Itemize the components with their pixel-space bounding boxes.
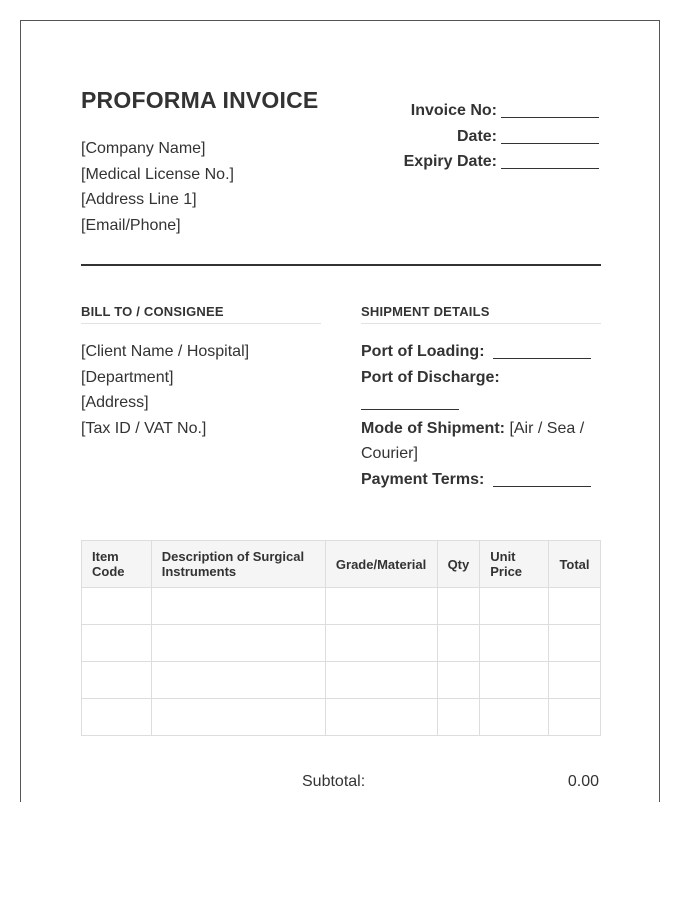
table-cell[interactable] [82,699,152,736]
table-cell[interactable] [548,662,600,699]
table-row [82,662,601,699]
table-cell[interactable] [325,662,437,699]
company-address: [Address Line 1] [81,191,197,208]
subtotal-value: 0.00 [567,773,599,790]
client-name: [Client Name / Hospital] [81,343,250,360]
date-row [404,124,599,150]
port-loading-label: Port of Loading: [361,343,485,360]
table-cell[interactable] [548,625,600,662]
table-cell[interactable] [437,625,480,662]
date-field[interactable] [501,127,599,144]
page-title: PROFORMA INVOICE [81,87,319,113]
company-license: [Medical License No.] [81,165,234,183]
table-cell[interactable] [151,588,325,625]
table-cell[interactable] [151,662,325,699]
table-cell[interactable] [82,662,152,699]
table-header-row [82,541,601,588]
col-unit-price: Unit Price [480,541,549,588]
table-row [82,625,601,662]
invoice-number-row [404,98,599,124]
table-cell[interactable] [548,699,600,736]
port-discharge-field-row [361,390,601,416]
port-discharge-row [361,365,601,391]
table-cell[interactable] [325,625,437,662]
shipment-heading: SHIPMENT DETAILS [361,304,601,324]
table-cell[interactable] [548,588,600,625]
invoice-number-field[interactable] [501,101,599,118]
expiry-date-label: Expiry Date: [403,153,497,170]
col-item-code: Item Code [82,541,152,588]
table-cell[interactable] [437,699,480,736]
mode-value: [Air / Sea / Courier] [361,419,585,462]
invoice-number-label: Invoice No: [410,102,497,119]
table-cell[interactable] [151,625,325,662]
payment-label: Payment Terms: [361,470,485,488]
table-cell[interactable] [82,588,152,625]
table-cell[interactable] [480,625,549,662]
subtotal-label: Subtotal: [302,773,366,790]
table-row [82,699,601,736]
company-block [81,136,234,238]
table-cell[interactable] [437,662,480,699]
payment-field[interactable] [493,470,591,487]
shipment-block [361,339,601,492]
company-contact: [Email/Phone] [81,216,181,234]
port-loading-row [361,339,601,365]
invoice-meta [404,98,599,175]
table-cell[interactable] [151,699,325,736]
expiry-date-field[interactable] [501,152,599,169]
company-name: [Company Name] [81,140,206,157]
mode-label: Mode of Shipment: [361,419,505,437]
table-cell[interactable] [480,699,549,736]
invoice-page [20,20,660,802]
payment-row [361,467,601,493]
bill-to-block [81,339,249,441]
mode-row [361,416,601,467]
table-cell[interactable] [437,588,480,625]
col-description: Description of Surgical Instruments [151,541,325,588]
port-discharge-label: Port of Discharge: [361,368,500,386]
table-cell[interactable] [82,625,152,662]
date-label: Date: [456,127,497,145]
client-tax-id: [Tax ID / VAT No.] [81,419,207,437]
table-cell[interactable] [325,588,437,625]
table-row [82,588,601,625]
port-loading-field[interactable] [493,342,591,359]
port-discharge-field[interactable] [361,393,459,410]
table-body [82,588,601,736]
client-department: [Department] [81,368,174,386]
col-grade-material: Grade/Material [325,541,437,588]
client-address: [Address] [81,394,149,411]
table-cell[interactable] [325,699,437,736]
header-divider [81,264,601,266]
items-table [81,540,601,736]
col-qty: Qty [437,541,480,588]
expiry-date-row [404,149,599,175]
table-cell[interactable] [480,662,549,699]
table-cell[interactable] [480,588,549,625]
col-total: Total [548,541,600,588]
bill-to-heading: BILL TO / CONSIGNEE [81,304,321,324]
